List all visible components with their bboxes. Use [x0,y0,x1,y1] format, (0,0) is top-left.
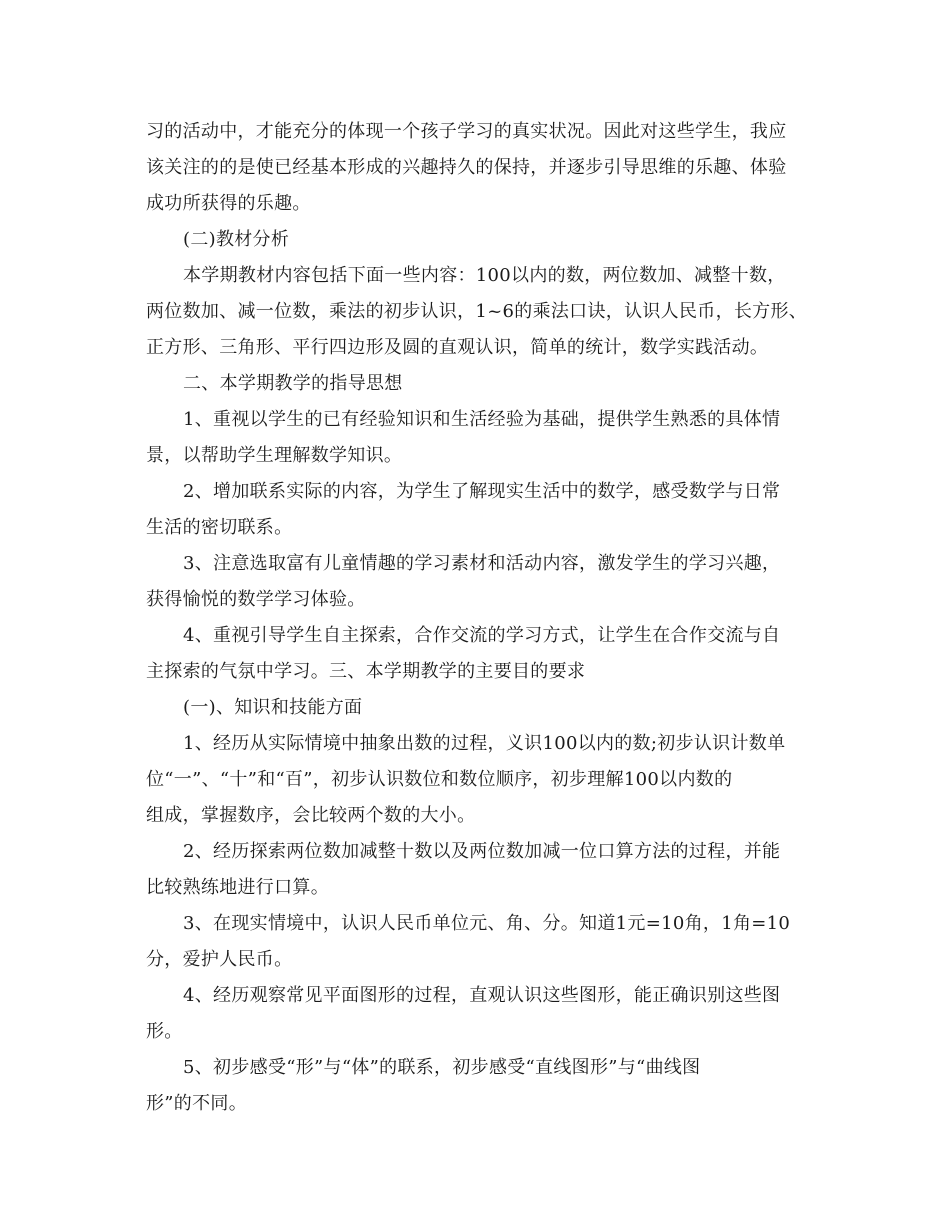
list-item-line: 1、重视以学生的已有经验知识和生活经验为基础，提供学生熟悉的具体情 [183,409,781,430]
section-heading: (二)教材分析 [183,229,290,250]
list-item-line: 主探索的气氛中学习。三、本学期教学的主要目的要求 [146,661,586,682]
list-item-line: 5、初步感受“形”与“体”的联系，初步感受“直线图形”与“曲线图 [183,1057,701,1078]
list-item-line: 分，爱护人民币。 [146,949,293,970]
section-heading: 二、本学期教学的指导思想 [183,373,403,394]
list-item-line: 景，以帮助学生理解数学知识。 [146,445,403,466]
list-item-line: 1、经历从实际情境中抽象出数的过程，义识100以内的数;初步认识计数单 [183,733,786,754]
list-item-line: 3、在现实情境中，认识人民币单位元、角、分。知道1元=10角，1角=10 [183,913,791,934]
paragraph-line: 习的活动中，才能充分的体现一个孩子学习的真实状况。因此对这些学生，我应 [146,121,787,142]
paragraph-line: 两位数加、减一位数，乘法的初步认识，1~6的乘法口诀，认识人民币，长方形、 [146,301,808,322]
paragraph-line: 该关注的的是使已经基本形成的兴趣持久的保持，并逐步引导思维的乐趣、体验 [146,157,787,178]
paragraph-line: 本学期教材内容包括下面一些内容：100以内的数，两位数加、减整十数， [183,265,786,286]
list-item-line: 组成，掌握数序，会比较两个数的大小。 [146,805,476,826]
list-item-line: 生活的密切联系。 [146,517,293,538]
list-item-line: 形”的不同。 [146,1093,248,1114]
list-item-line: 形。 [146,1021,183,1042]
list-item-line: 位“一”、“十”和“百”，初步认识数位和数位顺序，初步理解100以内数的 [146,769,733,790]
list-item-line: 比较熟练地进行口算。 [146,877,329,898]
list-item-line: 4、重视引导学生自主探索，合作交流的学习方式，让学生在合作交流与自 [183,625,781,646]
list-item-line: 2、经历探索两位数加减整十数以及两位数加减一位口算方法的过程，并能 [183,841,781,862]
section-heading: (一)、知识和技能方面 [183,697,363,718]
list-item-line: 2、增加联系实际的内容，为学生了解现实生活中的数学，感受数学与日常 [183,481,781,502]
list-item-line: 4、经历观察常见平面图形的过程，直观认识这些图形，能正确识别这些图 [183,985,781,1006]
paragraph-line: 成功所获得的乐趣。 [146,193,311,214]
paragraph-line: 正方形、三角形、平行四边形及圆的直观认识，简单的统计，数学实践活动。 [146,337,769,358]
list-item-line: 3、注意选取富有儿童情趣的学习素材和活动内容，激发学生的学习兴趣， [183,553,781,574]
list-item-line: 获得愉悦的数学学习体验。 [146,589,366,610]
